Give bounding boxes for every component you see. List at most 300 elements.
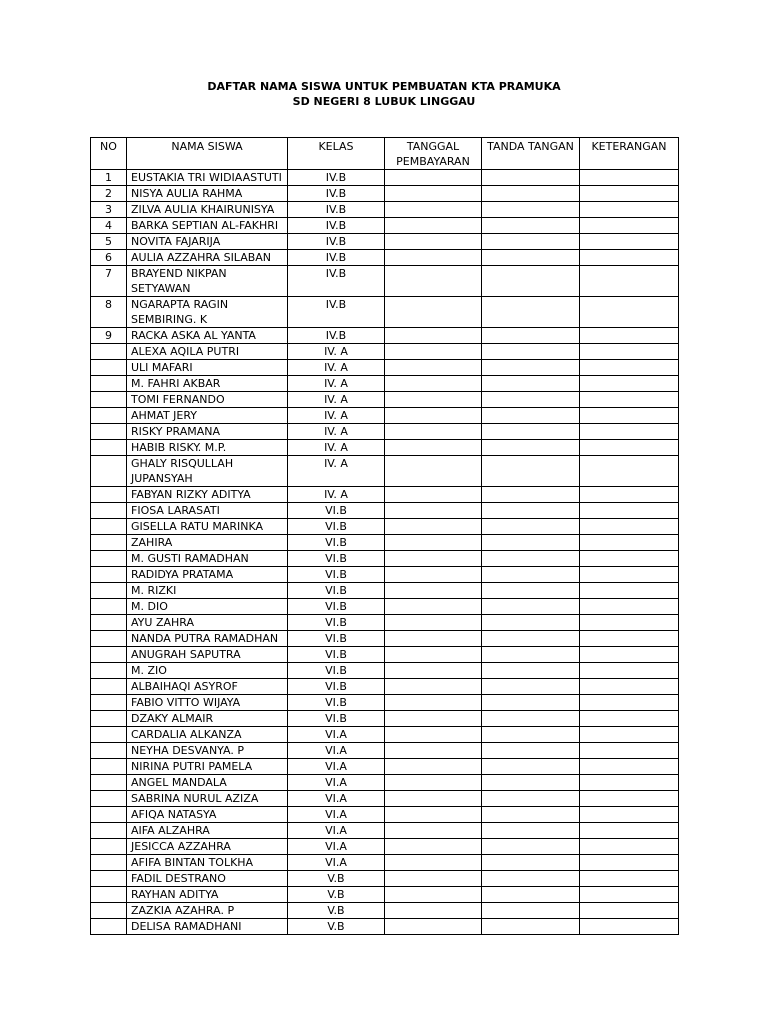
cell-nama-siswa: NGARAPTA RAGIN SEMBIRING. K	[127, 297, 288, 328]
table-row	[91, 743, 679, 759]
cell-keterangan	[580, 503, 679, 519]
cell-keterangan	[580, 887, 679, 903]
cell-tanggal-pembayaran	[385, 503, 482, 519]
cell-nama-siswa: DZAKY ALMAIR	[127, 711, 288, 727]
cell-kelas: IV. A	[288, 487, 385, 503]
cell-tanda-tangan	[482, 503, 580, 519]
cell-nama-siswa: FIOSA LARASATI	[127, 503, 288, 519]
cell-tanda-tangan	[482, 328, 580, 344]
cell-no	[91, 440, 127, 456]
cell-tanda-tangan	[482, 631, 580, 647]
cell-tanda-tangan	[482, 791, 580, 807]
table-row	[91, 519, 679, 535]
cell-tanda-tangan	[482, 679, 580, 695]
table-row	[91, 807, 679, 823]
cell-tanda-tangan	[482, 919, 580, 935]
cell-no	[91, 344, 127, 360]
cell-kelas: V.B	[288, 919, 385, 935]
cell-keterangan	[580, 647, 679, 663]
cell-keterangan	[580, 440, 679, 456]
cell-nama-siswa: AFIFA BINTAN TOLKHA	[127, 855, 288, 871]
cell-kelas: VI.A	[288, 727, 385, 743]
cell-tanda-tangan	[482, 887, 580, 903]
cell-kelas: VI.A	[288, 839, 385, 855]
cell-nama-siswa: ULI MAFARI	[127, 360, 288, 376]
cell-tanggal-pembayaran	[385, 424, 482, 440]
cell-tanggal-pembayaran	[385, 743, 482, 759]
cell-tanggal-pembayaran	[385, 170, 482, 186]
cell-kelas: IV. A	[288, 392, 385, 408]
cell-keterangan	[580, 551, 679, 567]
cell-tanggal-pembayaran	[385, 759, 482, 775]
cell-kelas: IV.B	[288, 328, 385, 344]
cell-tanggal-pembayaran	[385, 234, 482, 250]
cell-nama-siswa: ANGEL MANDALA	[127, 775, 288, 791]
table-row	[91, 631, 679, 647]
cell-no	[91, 887, 127, 903]
cell-tanda-tangan	[482, 456, 580, 487]
cell-no: 2	[91, 186, 127, 202]
cell-no	[91, 456, 127, 487]
cell-no	[91, 855, 127, 871]
cell-keterangan	[580, 727, 679, 743]
cell-kelas: VI.A	[288, 759, 385, 775]
table-row	[91, 903, 679, 919]
cell-kelas: IV.B	[288, 234, 385, 250]
cell-tanggal-pembayaran	[385, 631, 482, 647]
cell-tanggal-pembayaran	[385, 599, 482, 615]
cell-keterangan	[580, 408, 679, 424]
cell-keterangan	[580, 807, 679, 823]
cell-tanggal-pembayaran	[385, 328, 482, 344]
cell-no: 3	[91, 202, 127, 218]
cell-nama-siswa: M. ZIO	[127, 663, 288, 679]
table-row	[91, 695, 679, 711]
table-row	[91, 503, 679, 519]
cell-no: 4	[91, 218, 127, 234]
cell-tanggal-pembayaran	[385, 519, 482, 535]
cell-kelas: VI.A	[288, 743, 385, 759]
cell-tanggal-pembayaran	[385, 647, 482, 663]
cell-nama-siswa: RAYHAN ADITYA	[127, 887, 288, 903]
cell-kelas: IV. A	[288, 408, 385, 424]
cell-tanda-tangan	[482, 775, 580, 791]
table-body	[91, 170, 679, 935]
table-row	[91, 759, 679, 775]
cell-tanda-tangan	[482, 218, 580, 234]
cell-keterangan	[580, 775, 679, 791]
cell-kelas: VI.A	[288, 775, 385, 791]
cell-no	[91, 487, 127, 503]
cell-keterangan	[580, 202, 679, 218]
table-row	[91, 360, 679, 376]
table-row	[91, 855, 679, 871]
table-row	[91, 887, 679, 903]
cell-no	[91, 871, 127, 887]
cell-tanggal-pembayaran	[385, 551, 482, 567]
header-tanda-tangan: TANDA TANGAN	[482, 138, 580, 170]
header-no: NO	[91, 138, 127, 170]
table-row	[91, 599, 679, 615]
cell-tanggal-pembayaran	[385, 839, 482, 855]
cell-keterangan	[580, 456, 679, 487]
cell-tanggal-pembayaran	[385, 266, 482, 297]
cell-tanggal-pembayaran	[385, 186, 482, 202]
table-row	[91, 392, 679, 408]
cell-no	[91, 903, 127, 919]
table-header-row	[91, 138, 679, 170]
cell-nama-siswa: NEYHA DESVANYA. P	[127, 743, 288, 759]
cell-tanda-tangan	[482, 599, 580, 615]
cell-kelas: IV.B	[288, 202, 385, 218]
cell-tanggal-pembayaran	[385, 695, 482, 711]
cell-kelas: V.B	[288, 871, 385, 887]
cell-tanggal-pembayaran	[385, 791, 482, 807]
cell-nama-siswa: AULIA AZZAHRA SILABAN	[127, 250, 288, 266]
cell-tanda-tangan	[482, 583, 580, 599]
cell-kelas: IV. A	[288, 456, 385, 487]
table-row	[91, 218, 679, 234]
cell-tanggal-pembayaran	[385, 583, 482, 599]
cell-tanggal-pembayaran	[385, 360, 482, 376]
table-row	[91, 408, 679, 424]
cell-tanda-tangan	[482, 360, 580, 376]
cell-keterangan	[580, 823, 679, 839]
cell-nama-siswa: NANDA PUTRA RAMADHAN	[127, 631, 288, 647]
cell-tanggal-pembayaran	[385, 202, 482, 218]
cell-nama-siswa: M. FAHRI AKBAR	[127, 376, 288, 392]
cell-tanda-tangan	[482, 615, 580, 631]
cell-no	[91, 775, 127, 791]
cell-tanda-tangan	[482, 711, 580, 727]
cell-keterangan	[580, 919, 679, 935]
cell-no	[91, 919, 127, 935]
table-row	[91, 583, 679, 599]
table-row	[91, 344, 679, 360]
cell-keterangan	[580, 855, 679, 871]
cell-nama-siswa: EUSTAKIA TRI WIDIAASTUTI	[127, 170, 288, 186]
cell-kelas: IV.B	[288, 218, 385, 234]
table-row	[91, 679, 679, 695]
cell-kelas: VI.B	[288, 567, 385, 583]
cell-nama-siswa: DELISA RAMADHANI	[127, 919, 288, 935]
cell-tanda-tangan	[482, 234, 580, 250]
cell-kelas: VI.B	[288, 631, 385, 647]
cell-no	[91, 663, 127, 679]
cell-tanda-tangan	[482, 903, 580, 919]
cell-tanggal-pembayaran	[385, 727, 482, 743]
cell-kelas: VI.B	[288, 583, 385, 599]
cell-keterangan	[580, 663, 679, 679]
header-nama-siswa: NAMA SISWA	[127, 138, 288, 170]
cell-kelas: IV.B	[288, 250, 385, 266]
cell-kelas: VI.A	[288, 791, 385, 807]
cell-kelas: IV. A	[288, 360, 385, 376]
cell-tanda-tangan	[482, 250, 580, 266]
cell-tanda-tangan	[482, 727, 580, 743]
cell-tanda-tangan	[482, 440, 580, 456]
cell-tanda-tangan	[482, 392, 580, 408]
cell-tanggal-pembayaran	[385, 535, 482, 551]
table-row	[91, 328, 679, 344]
cell-no	[91, 615, 127, 631]
cell-no: 1	[91, 170, 127, 186]
cell-keterangan	[580, 759, 679, 775]
cell-nama-siswa: ANUGRAH SAPUTRA	[127, 647, 288, 663]
table-row	[91, 919, 679, 935]
cell-no	[91, 759, 127, 775]
table-row	[91, 711, 679, 727]
cell-keterangan	[580, 631, 679, 647]
cell-nama-siswa: M. GUSTI RAMADHAN	[127, 551, 288, 567]
cell-tanggal-pembayaran	[385, 456, 482, 487]
cell-kelas: VI.A	[288, 823, 385, 839]
cell-no	[91, 567, 127, 583]
cell-tanda-tangan	[482, 663, 580, 679]
cell-nama-siswa: RISKY PRAMANA	[127, 424, 288, 440]
cell-tanggal-pembayaran	[385, 567, 482, 583]
header-kelas: KELAS	[288, 138, 385, 170]
cell-tanda-tangan	[482, 807, 580, 823]
document-title	[0, 79, 768, 109]
cell-nama-siswa: ZAHIRA	[127, 535, 288, 551]
cell-no	[91, 519, 127, 535]
table-row	[91, 250, 679, 266]
cell-tanggal-pembayaran	[385, 392, 482, 408]
table-row	[91, 567, 679, 583]
cell-tanda-tangan	[482, 202, 580, 218]
cell-tanda-tangan	[482, 535, 580, 551]
cell-tanda-tangan	[482, 487, 580, 503]
cell-tanggal-pembayaran	[385, 487, 482, 503]
cell-nama-siswa: AIFA ALZAHRA	[127, 823, 288, 839]
cell-kelas: VI.B	[288, 615, 385, 631]
cell-keterangan	[580, 170, 679, 186]
cell-keterangan	[580, 903, 679, 919]
cell-keterangan	[580, 839, 679, 855]
cell-no	[91, 583, 127, 599]
table-row	[91, 791, 679, 807]
cell-kelas: VI.B	[288, 503, 385, 519]
cell-no	[91, 503, 127, 519]
cell-no	[91, 791, 127, 807]
cell-no	[91, 743, 127, 759]
cell-no	[91, 551, 127, 567]
cell-tanggal-pembayaran	[385, 408, 482, 424]
cell-tanda-tangan	[482, 759, 580, 775]
cell-keterangan	[580, 218, 679, 234]
cell-nama-siswa: BRAYEND NIKPAN SETYAWAN	[127, 266, 288, 297]
cell-tanda-tangan	[482, 170, 580, 186]
cell-no	[91, 424, 127, 440]
cell-tanda-tangan	[482, 266, 580, 297]
cell-kelas: VI.B	[288, 647, 385, 663]
cell-tanggal-pembayaran	[385, 887, 482, 903]
cell-no	[91, 376, 127, 392]
cell-nama-siswa: ZAZKIA AZAHRA. P	[127, 903, 288, 919]
cell-tanggal-pembayaran	[385, 823, 482, 839]
cell-keterangan	[580, 535, 679, 551]
cell-kelas: IV.B	[288, 170, 385, 186]
cell-keterangan	[580, 328, 679, 344]
cell-tanggal-pembayaran	[385, 250, 482, 266]
cell-no	[91, 360, 127, 376]
table-row	[91, 440, 679, 456]
cell-tanda-tangan	[482, 647, 580, 663]
cell-keterangan	[580, 583, 679, 599]
header-tanggal-pembayaran: TANGGAL PEMBAYARAN	[385, 138, 482, 170]
cell-nama-siswa: BARKA SEPTIAN AL-FAKHRI	[127, 218, 288, 234]
cell-tanda-tangan	[482, 823, 580, 839]
table-row	[91, 551, 679, 567]
table-row	[91, 202, 679, 218]
cell-kelas: VI.B	[288, 711, 385, 727]
cell-tanda-tangan	[482, 344, 580, 360]
cell-no	[91, 695, 127, 711]
cell-kelas: IV.B	[288, 186, 385, 202]
cell-tanggal-pembayaran	[385, 663, 482, 679]
cell-keterangan	[580, 297, 679, 328]
cell-tanggal-pembayaran	[385, 297, 482, 328]
cell-no	[91, 727, 127, 743]
table-row	[91, 424, 679, 440]
cell-kelas: IV.B	[288, 266, 385, 297]
table-row	[91, 839, 679, 855]
cell-keterangan	[580, 266, 679, 297]
cell-tanda-tangan	[482, 743, 580, 759]
cell-kelas: IV. A	[288, 376, 385, 392]
cell-nama-siswa: AHMAT JERY	[127, 408, 288, 424]
cell-keterangan	[580, 567, 679, 583]
cell-nama-siswa: M. RIZKI	[127, 583, 288, 599]
cell-tanda-tangan	[482, 839, 580, 855]
header-keterangan: KETERANGAN	[580, 138, 679, 170]
cell-no	[91, 807, 127, 823]
table-row	[91, 170, 679, 186]
cell-tanggal-pembayaran	[385, 218, 482, 234]
cell-nama-siswa: GHALY RISQULLAH JUPANSYAH	[127, 456, 288, 487]
cell-no: 5	[91, 234, 127, 250]
cell-tanggal-pembayaran	[385, 440, 482, 456]
table-row	[91, 186, 679, 202]
table-row	[91, 647, 679, 663]
cell-nama-siswa: ZILVA AULIA KHAIRUNISYA	[127, 202, 288, 218]
cell-nama-siswa: HABIB RISKY. M.P.	[127, 440, 288, 456]
table-row	[91, 376, 679, 392]
cell-tanda-tangan	[482, 695, 580, 711]
cell-no	[91, 599, 127, 615]
cell-kelas: VI.B	[288, 663, 385, 679]
cell-nama-siswa: RACKA ASKA AL YANTA	[127, 328, 288, 344]
cell-no	[91, 823, 127, 839]
student-roster-table	[90, 137, 679, 935]
cell-kelas: VI.B	[288, 695, 385, 711]
table-row	[91, 663, 679, 679]
cell-keterangan	[580, 250, 679, 266]
cell-nama-siswa: SABRINA NURUL AZIZA	[127, 791, 288, 807]
cell-tanda-tangan	[482, 871, 580, 887]
cell-keterangan	[580, 392, 679, 408]
cell-nama-siswa: NOVITA FAJARIJA	[127, 234, 288, 250]
cell-tanda-tangan	[482, 297, 580, 328]
table-row	[91, 823, 679, 839]
cell-kelas: IV.B	[288, 297, 385, 328]
cell-kelas: IV. A	[288, 424, 385, 440]
cell-tanggal-pembayaran	[385, 711, 482, 727]
cell-tanggal-pembayaran	[385, 376, 482, 392]
cell-tanda-tangan	[482, 567, 580, 583]
cell-tanda-tangan	[482, 376, 580, 392]
cell-tanda-tangan	[482, 519, 580, 535]
cell-nama-siswa: AFIQA NATASYA	[127, 807, 288, 823]
cell-kelas: V.B	[288, 903, 385, 919]
cell-tanda-tangan	[482, 408, 580, 424]
cell-nama-siswa: NISYA AULIA RAHMA	[127, 186, 288, 202]
cell-nama-siswa: ALEXA AQILA PUTRI	[127, 344, 288, 360]
cell-keterangan	[580, 743, 679, 759]
cell-keterangan	[580, 679, 679, 695]
table-row	[91, 727, 679, 743]
cell-nama-siswa: FADIL DESTRANO	[127, 871, 288, 887]
cell-kelas: IV. A	[288, 440, 385, 456]
cell-nama-siswa: CARDALIA ALKANZA	[127, 727, 288, 743]
cell-keterangan	[580, 487, 679, 503]
cell-no	[91, 535, 127, 551]
cell-tanggal-pembayaran	[385, 807, 482, 823]
cell-keterangan	[580, 599, 679, 615]
table-row	[91, 615, 679, 631]
cell-keterangan	[580, 376, 679, 392]
cell-kelas: VI.B	[288, 679, 385, 695]
document-title-line-2: SD NEGERI 8 LUBUK LINGGAU	[292, 95, 476, 108]
cell-keterangan	[580, 711, 679, 727]
table-row	[91, 297, 679, 328]
cell-kelas: VI.B	[288, 519, 385, 535]
cell-tanggal-pembayaran	[385, 903, 482, 919]
cell-kelas: VI.A	[288, 855, 385, 871]
cell-keterangan	[580, 791, 679, 807]
cell-keterangan	[580, 871, 679, 887]
cell-tanggal-pembayaran	[385, 344, 482, 360]
cell-no	[91, 679, 127, 695]
cell-no: 9	[91, 328, 127, 344]
cell-tanggal-pembayaran	[385, 615, 482, 631]
cell-tanda-tangan	[482, 551, 580, 567]
cell-no	[91, 631, 127, 647]
cell-kelas: IV. A	[288, 344, 385, 360]
cell-tanda-tangan	[482, 855, 580, 871]
table-row	[91, 266, 679, 297]
cell-nama-siswa: JESICCA AZZAHRA	[127, 839, 288, 855]
cell-nama-siswa: ALBAIHAQI ASYROF	[127, 679, 288, 695]
table-row	[91, 487, 679, 503]
document-title-line-1: DAFTAR NAMA SISWA UNTUK PEMBUATAN KTA PRAMUKA	[207, 80, 561, 93]
cell-keterangan	[580, 344, 679, 360]
table-row	[91, 775, 679, 791]
cell-no: 6	[91, 250, 127, 266]
cell-nama-siswa: FABYAN RIZKY ADITYA	[127, 487, 288, 503]
cell-keterangan	[580, 695, 679, 711]
cell-tanda-tangan	[482, 424, 580, 440]
cell-tanggal-pembayaran	[385, 855, 482, 871]
cell-tanggal-pembayaran	[385, 871, 482, 887]
cell-keterangan	[580, 234, 679, 250]
table-row	[91, 535, 679, 551]
cell-nama-siswa: AYU ZAHRA	[127, 615, 288, 631]
cell-nama-siswa: M. DIO	[127, 599, 288, 615]
cell-keterangan	[580, 360, 679, 376]
cell-tanggal-pembayaran	[385, 679, 482, 695]
